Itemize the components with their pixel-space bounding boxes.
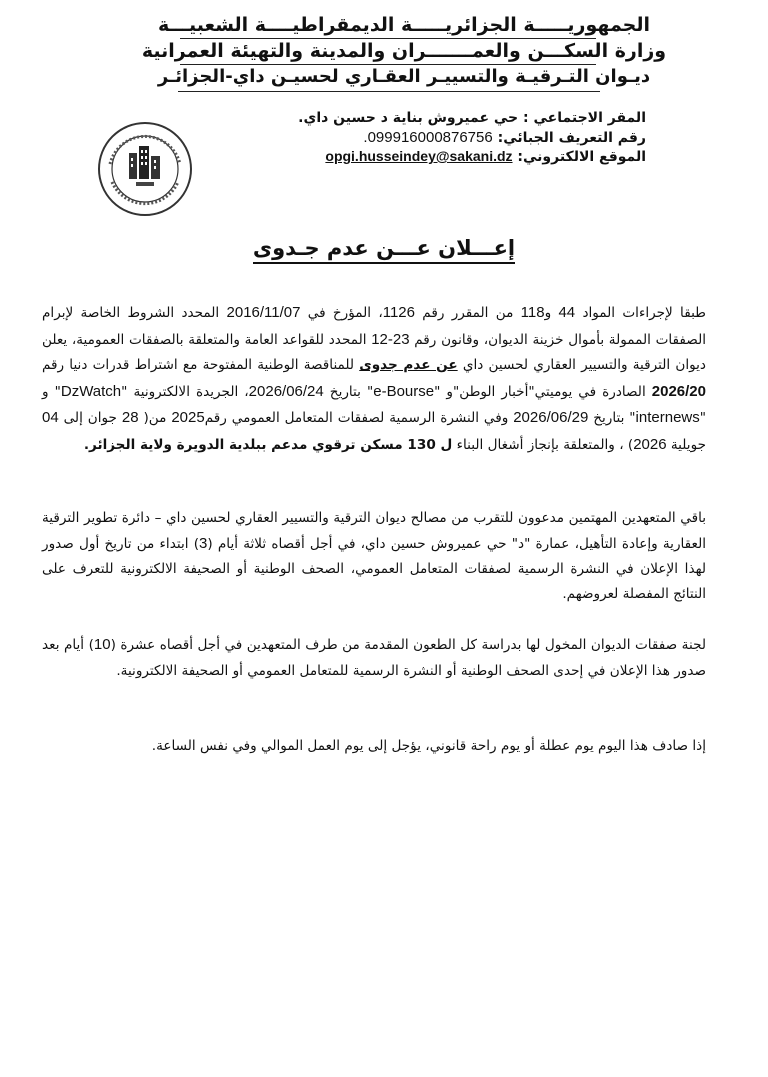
text-segment: ، الجريدة الالكترونية ": [121, 383, 249, 400]
text-segment: 44: [558, 304, 576, 321]
header-ministry: وزارة السكـــن والعمـــــــران والمدينة والتهيئة العمرانية: [141, 40, 667, 62]
address-label: المقر الاجتماعي :: [523, 110, 646, 126]
paragraph-appeals: [42, 632, 706, 684]
text-segment: باقي المتعهدين المهتمين مدعوون للتقرب من مصالح ديوان الترقية والتسيير العقاري لحسين داي – دائرة تطوير الترقية العقارية وإعادة التأهيل، عمارة "د" حي عميروش حسين داي، في أجل أقصاه ثلاثة أيام (: [42, 510, 706, 552]
header-rule-2: [180, 64, 596, 65]
text-segment: المحدد الشروط الخاصة لإبرام الصفقات الممولة بأموال خزينة الديوان، وقانون رقم: [42, 305, 706, 348]
text-segment: 2026/20: [651, 382, 706, 400]
tax-id-value: 099916000876756.: [363, 129, 493, 146]
unsuccessful-marker: عن عدم جدوى: [359, 357, 458, 373]
text-segment: جوان إلى: [58, 410, 122, 426]
header-office: ديـوان التـرقيـة والتسييـر العقـاري لحسيـن داي-الجزائـر: [157, 66, 651, 87]
header-republic: الجمهوريـــــة الجزائريـــــة الديمقراطيــــة الشعبيـــة: [157, 14, 651, 36]
header-rule-1: [180, 38, 596, 39]
paragraph-holiday: [42, 734, 706, 760]
text-segment: 2026/06/29: [513, 409, 589, 426]
text-segment: إعـــلان عـــن عدم جـدوى: [253, 236, 515, 264]
contact-address: [298, 110, 646, 126]
text-segment: 2025: [171, 409, 205, 426]
project-description: ل 130 مسكن ترقوي مدعم ببلدية الدويرة ولاية الجزائر.: [83, 436, 453, 453]
text-segment: " و ": [42, 383, 707, 426]
text-segment: 2026: [633, 435, 667, 453]
contact-tax-id: [363, 129, 646, 146]
text-segment: للمناقصة الوطنية المفتوحة مع اشتراط قدرات دنيا رقم: [42, 357, 360, 373]
text-segment: ) ، والمتعلقة بإنجاز أشغال البناء: [452, 436, 634, 453]
text-segment: و: [544, 305, 559, 321]
text-segment: ، المؤرخ في: [300, 305, 383, 321]
text-segment: 28: [121, 409, 139, 426]
text-segment: 118: [520, 304, 545, 321]
text-segment: 10: [93, 636, 111, 653]
contact-website: [325, 148, 646, 165]
text-segment: إذا صادف هذا اليوم يوم عطلة أو يوم راحة قانوني، يؤجل إلى يوم العمل الموالي وفي نفس الساعة.: [151, 738, 706, 754]
notice-title: [0, 236, 768, 260]
text-segment: 1126: [382, 304, 415, 321]
text-segment: طبقا لإجراءات المواد: [575, 305, 707, 321]
opgi-seal-graphic: [96, 120, 194, 218]
text-segment: لجنة صفقات الديوان المخول لها بدراسة كل الطعون المقدمة من طرف المتعهدين في أجل أقصاه عشرة (: [110, 637, 706, 653]
text-segment: جويلية: [666, 436, 706, 453]
text-segment: 23-12: [371, 330, 410, 348]
opgi-seal-icon: [96, 120, 194, 218]
paragraph-announcement: [42, 300, 706, 458]
text-segment: المحدد للقواعد العامة والمتعلقة بالصفقات العمومية، يعلن ديوان الترقية والتسيير العقاري لحسين داي: [42, 331, 706, 373]
website-label: الموقع الالكتروني:: [517, 149, 646, 165]
text-segment: من(: [138, 410, 172, 426]
paragraph-invitation: [42, 506, 706, 607]
text-segment: 3: [199, 535, 208, 552]
email-link[interactable]: opgi.husseindey@sakani.dz: [325, 148, 513, 164]
text-segment: ) أيام بعد صدور هذا الإعلان في إحدى الصحف الوطنية أو النشرة الرسمية للمتعامل العمومي أو الصحيفة الالكترونية.: [42, 637, 706, 679]
text-segment: 2016/11/07: [226, 304, 301, 321]
text-segment: وفي النشرة الرسمية لصفقات المتعامل العمومي رقم: [204, 410, 514, 426]
tax-id-label: رقم التعريف الجبائي:: [497, 130, 646, 146]
text-segment: 04: [42, 409, 59, 426]
text-segment: الصادرة في يوميتي"أخبار الوطن"و ": [434, 383, 652, 400]
text-segment: 2026/06/24: [248, 382, 324, 400]
text-segment: " بتاريخ: [588, 410, 636, 426]
address-value: حي عميروش بناية د حسين داي.: [298, 110, 519, 126]
text-segment: ) ابتداء من تاريخ أول صدور لهذا الإعلان في النشرة الرسمية لصفقات المتعامل العمومي، الصحف الوطنية أو الصحيفة الالكترونية للتعرف على النتائج المفصلة لعروضهم.: [42, 536, 706, 602]
text-segment: من المقرر رقم: [415, 305, 521, 321]
text-segment: e-Bourse: [373, 382, 435, 400]
header-rule-3: [178, 91, 600, 92]
text-segment: internews: [635, 409, 700, 426]
text-segment: " بتاريخ: [323, 383, 374, 400]
text-segment: DzWatch: [60, 382, 122, 400]
